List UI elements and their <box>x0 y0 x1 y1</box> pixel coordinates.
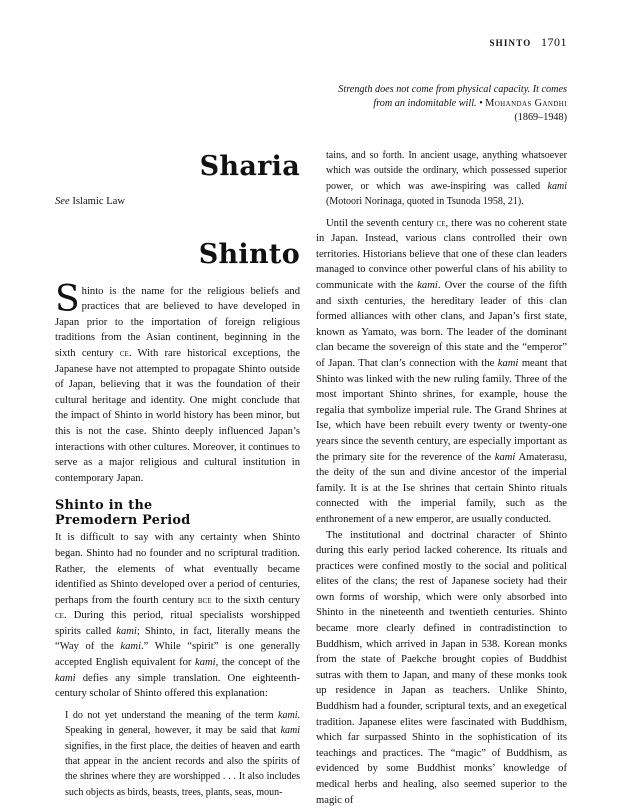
intro-text: hinto is the name for the religious beliefs and practices that are believed to have developed in Japan prior to the importation of foreign religious traditions from the Asian continent, beginning in the sixth century <box>55 286 300 359</box>
text-run: to the sixth century <box>215 595 300 606</box>
term-kami: kami <box>495 452 516 463</box>
epigraph <box>297 83 567 125</box>
running-head <box>489 35 567 50</box>
block-quote-continued <box>326 148 567 210</box>
epigraph-line-1: Strength does not come from physical capacity. It comes <box>338 84 567 95</box>
term-kami: kami <box>120 641 141 652</box>
page-number: 1701 <box>541 35 567 49</box>
epigraph-bullet: • <box>479 98 483 109</box>
section-heading <box>55 498 300 528</box>
intro-paragraph <box>55 284 300 487</box>
text-run: signifies, in the first place, the deities of heaven and earth that appear in the ancient records and also the spirits of the shrines where they are worshipped . . . It also includes such objects as birds, beasts, trees, plants, seas, moun- <box>65 741 300 798</box>
era-bce: bce <box>198 595 212 606</box>
block-quote <box>65 708 300 800</box>
see-target: Islamic Law <box>72 196 125 207</box>
paragraph-seventh-century <box>316 216 567 528</box>
entry-title-sharia: Sharia <box>55 152 300 182</box>
term-kami: kami <box>116 626 137 637</box>
see-label: See <box>55 196 70 207</box>
text-run: . Over the course of the fifth and sixth centuries, the hereditary leader of this clan formed alliances with other clans, and Japan’s first state, known as Yamato, was born. The leader of the dominant clan became the sovereign of this state and the “emperor” of Japan. That clan’s connection with the <box>316 280 567 369</box>
term-kami: kami <box>548 181 567 192</box>
citation: (Motoori Norinaga, quoted in Tsunoda 1958, 21). <box>326 196 524 207</box>
term-kami: kami <box>281 725 300 736</box>
text-run: I do not yet understand the meaning of the term <box>65 710 274 721</box>
term-kami: kami <box>55 673 76 684</box>
entry-title-shinto: Shinto <box>55 240 300 270</box>
era-ce: ce <box>437 218 446 229</box>
era-ce: ce <box>55 610 64 621</box>
epigraph-line-2: from an indomitable will. <box>373 98 476 109</box>
term-kami: kami <box>417 280 438 291</box>
right-column <box>316 148 567 808</box>
epigraph-author: Mohandas Gandhi <box>485 98 567 109</box>
term-kami: kami <box>278 710 297 721</box>
section-heading-line-1: Shinto in the <box>55 498 153 513</box>
text-run: Amaterasu, the deity of the sun and divine ancestor of the imperial family. It is at the Ise shrines that certain Shinto rituals connected with the imperial family, such as the enthronement of a new emperor, are usually conducted. <box>316 452 567 525</box>
text-run: , the concept of the <box>216 657 300 668</box>
intro-text-2: . With rare historical exceptions, the Japanese have not attempted to propagate Shinto outside of Japan, believing that it was the foundation of their cultural heritage and identity. One might conclude that the impact of Shinto in world history has been minor, but this is not the case. Shinto deeply influenced Japan’s interactions with other cultures. Moreover, it continues to serve as a major religious and cultural institution in contemporary Japan. <box>55 348 300 484</box>
left-column <box>55 148 300 800</box>
paragraph-institutional: The institutional and doctrinal character of Shinto during this early period lacked coherence. Its rituals and practices were confined mostly to the social and political elites of the clans; the rest of Japanese society had their own forms of worship, which were only absorbed into Shinto in the nineteenth and twentieth centuries. Shinto became more clearly defined in contradistinction to Buddhism, which arrived in Japan in 538. Korean monks from the state of Paekche brought copies of Buddhist sutras with them to Japan, and many of these monks took up residence in Japan as teachers. Unlike Shinto, Buddhism had a founder, scriptural texts, and an exegetical tradition. Japanese elites were fascinated with Buddhism, which far surpassed Shinto in the sophistication of its teachings and practices. The “magic” of Buddhism, as evidenced by some Buddhist monks’ knowledge of medical herbs and healing, also seemed superior to the magic of <box>316 528 567 808</box>
term-kami: kami <box>498 358 519 369</box>
drop-cap: S <box>55 285 80 315</box>
text-run: , there was no coherent state in Japan. Instead, various clans controlled their own territories. Historians believe that one of these clan leaders managed to convince other powerful clans of his ability to communicate with the <box>316 218 567 291</box>
text-run: ; Shinto, in fact, literally means the “Way of the <box>55 626 300 653</box>
section-heading-line-2: Premodern Period <box>55 513 190 528</box>
text-run: .” While “spirit” is one generally accepted English equivalent for <box>55 641 300 668</box>
term-kami: kami <box>195 657 216 668</box>
text-run: . Speaking in general, however, it may be said that <box>65 710 300 736</box>
text-run: Until the seventh century <box>326 218 434 229</box>
text-run: meant that Shinto was linked with the new ruling family. Three of the most important Shinto shrines, for example, house the regalia that symbolize imperial rule. The Grand Shrines at Ise, which have been rebuilt every twenty or twenty-one years since the seventh century, are especially important as the primary site for the reverence of the <box>316 358 567 463</box>
era-ce: ce <box>120 348 129 359</box>
cross-reference <box>55 194 300 210</box>
epigraph-dates: (1869–1948) <box>514 112 567 123</box>
text-run: defies any simple translation. One eighteenth-century scholar of Shinto offered this explanation: <box>55 673 300 700</box>
text-run: tains, and so forth. In ancient usage, anything whatsoever which was outside the ordinary, which possessed superior power, or which was awe-inspiring was called <box>326 150 567 192</box>
text-run: . During this period, ritual specialists worshipped spirits called <box>55 610 300 637</box>
running-head-title: SHINTO <box>489 38 531 48</box>
text-run: It is difficult to say with any certainty when Shinto began. Shinto had no founder and no scriptural tradition. Rather, the elements of what eventually became identified as Shinto developed over a period of centuries, perhaps from the fourth century <box>55 532 300 605</box>
premodern-paragraph <box>55 530 300 702</box>
